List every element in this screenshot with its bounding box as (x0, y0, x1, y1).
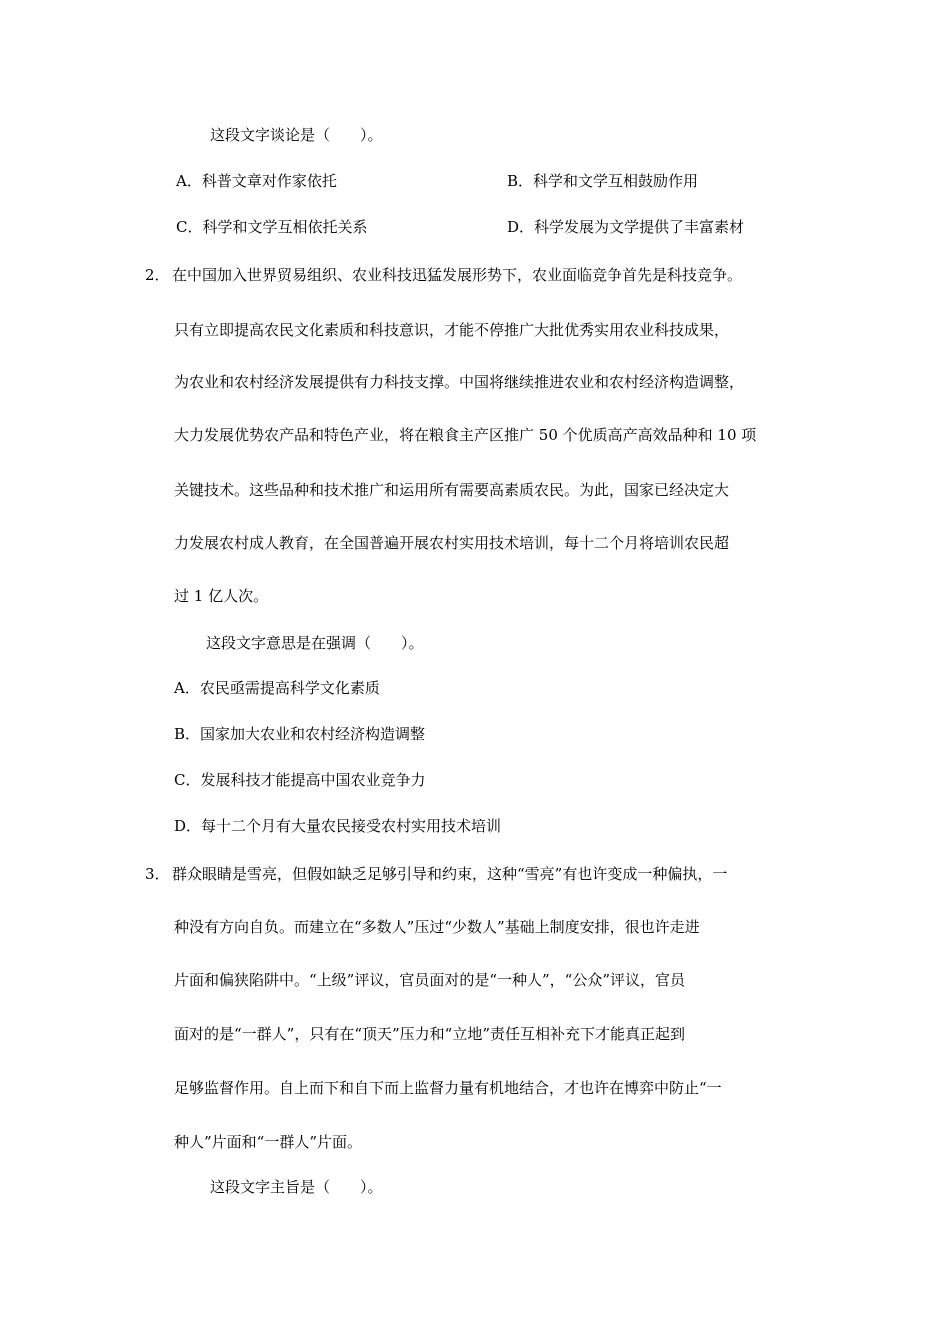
q1-option-c: C．科学和文学互相依托关系 (176, 218, 368, 236)
q2-line: 过 1 亿人次。 (174, 587, 269, 605)
q3-line: 种人”片面和“一群人”片面。 (174, 1133, 363, 1151)
q2-line: 在中国加入世界贸易组织、农业科技迅猛发展形势下，农业面临竞争首先是科技竞争。 (172, 266, 743, 284)
q2-option-a: A．农民亟需提高科学文化素质 (174, 679, 380, 697)
q2-option-c: C．发展科技才能提高中国农业竞争力 (174, 771, 426, 789)
q2-line: 为农业和农村经济发展提供有力科技支撑。中国将继续推进农业和农村经济构造调整， (174, 373, 745, 391)
q3-line: 种没有方向自负。而建立在“多数人”压过“少数人”基础上制度安排，很也许走进 (174, 918, 700, 936)
q2-option-d: D．每十二个月有大量农民接受农村实用技术培训 (174, 817, 502, 835)
q1-stem: 这段文字谈论是（ ）。 (210, 126, 383, 144)
q2-line: 力发展农村成人教育，在全国普遍开展农村实用技术培训，每十二个月将培训农民超 (174, 534, 730, 552)
q1-option-a: A．科普文章对作家依托 (176, 172, 337, 190)
q2-number: 2． (145, 266, 170, 284)
q1-option-d: D．科学发展为文学提供了丰富素材 (507, 218, 745, 236)
q3-line: 群众眼睛是雪亮，但假如缺乏足够引导和约束，这种“雪亮”有也许变成一种偏执，一 (172, 865, 728, 883)
q2-line: 只有立即提高农民文化素质和科技意识，才能不停推广大批优秀实用农业科技成果， (174, 321, 730, 339)
q3-stem: 这段文字主旨是（ ）。 (210, 1178, 383, 1196)
q3-number: 3． (145, 865, 170, 883)
q3-line: 片面和偏狭陷阱中。“上级”评议，官员面对的是“一种人”，“公众”评议，官员 (174, 971, 686, 989)
q2-line: 大力发展优势农产品和特色产业，将在粮食主产区推广 50 个优质高产高效品种和 10 项 (174, 426, 757, 444)
q2-stem: 这段文字意思是在强调（ ）。 (206, 634, 424, 652)
q2-line: 关键技术。这些品种和技术推广和运用所有需要高素质农民。为此，国家已经决定大 (174, 481, 730, 499)
q1-option-b: B．科学和文学互相鼓励作用 (507, 172, 699, 190)
q3-line: 足够监督作用。自上而下和自下而上监督力量有机地结合，才也许在博弈中防止“一 (174, 1079, 722, 1097)
q3-line: 面对的是“一群人”，只有在“顶天”压力和“立地”责任互相补充下才能真正起到 (174, 1025, 686, 1043)
q2-option-b: B．国家加大农业和农村经济构造调整 (174, 725, 426, 743)
